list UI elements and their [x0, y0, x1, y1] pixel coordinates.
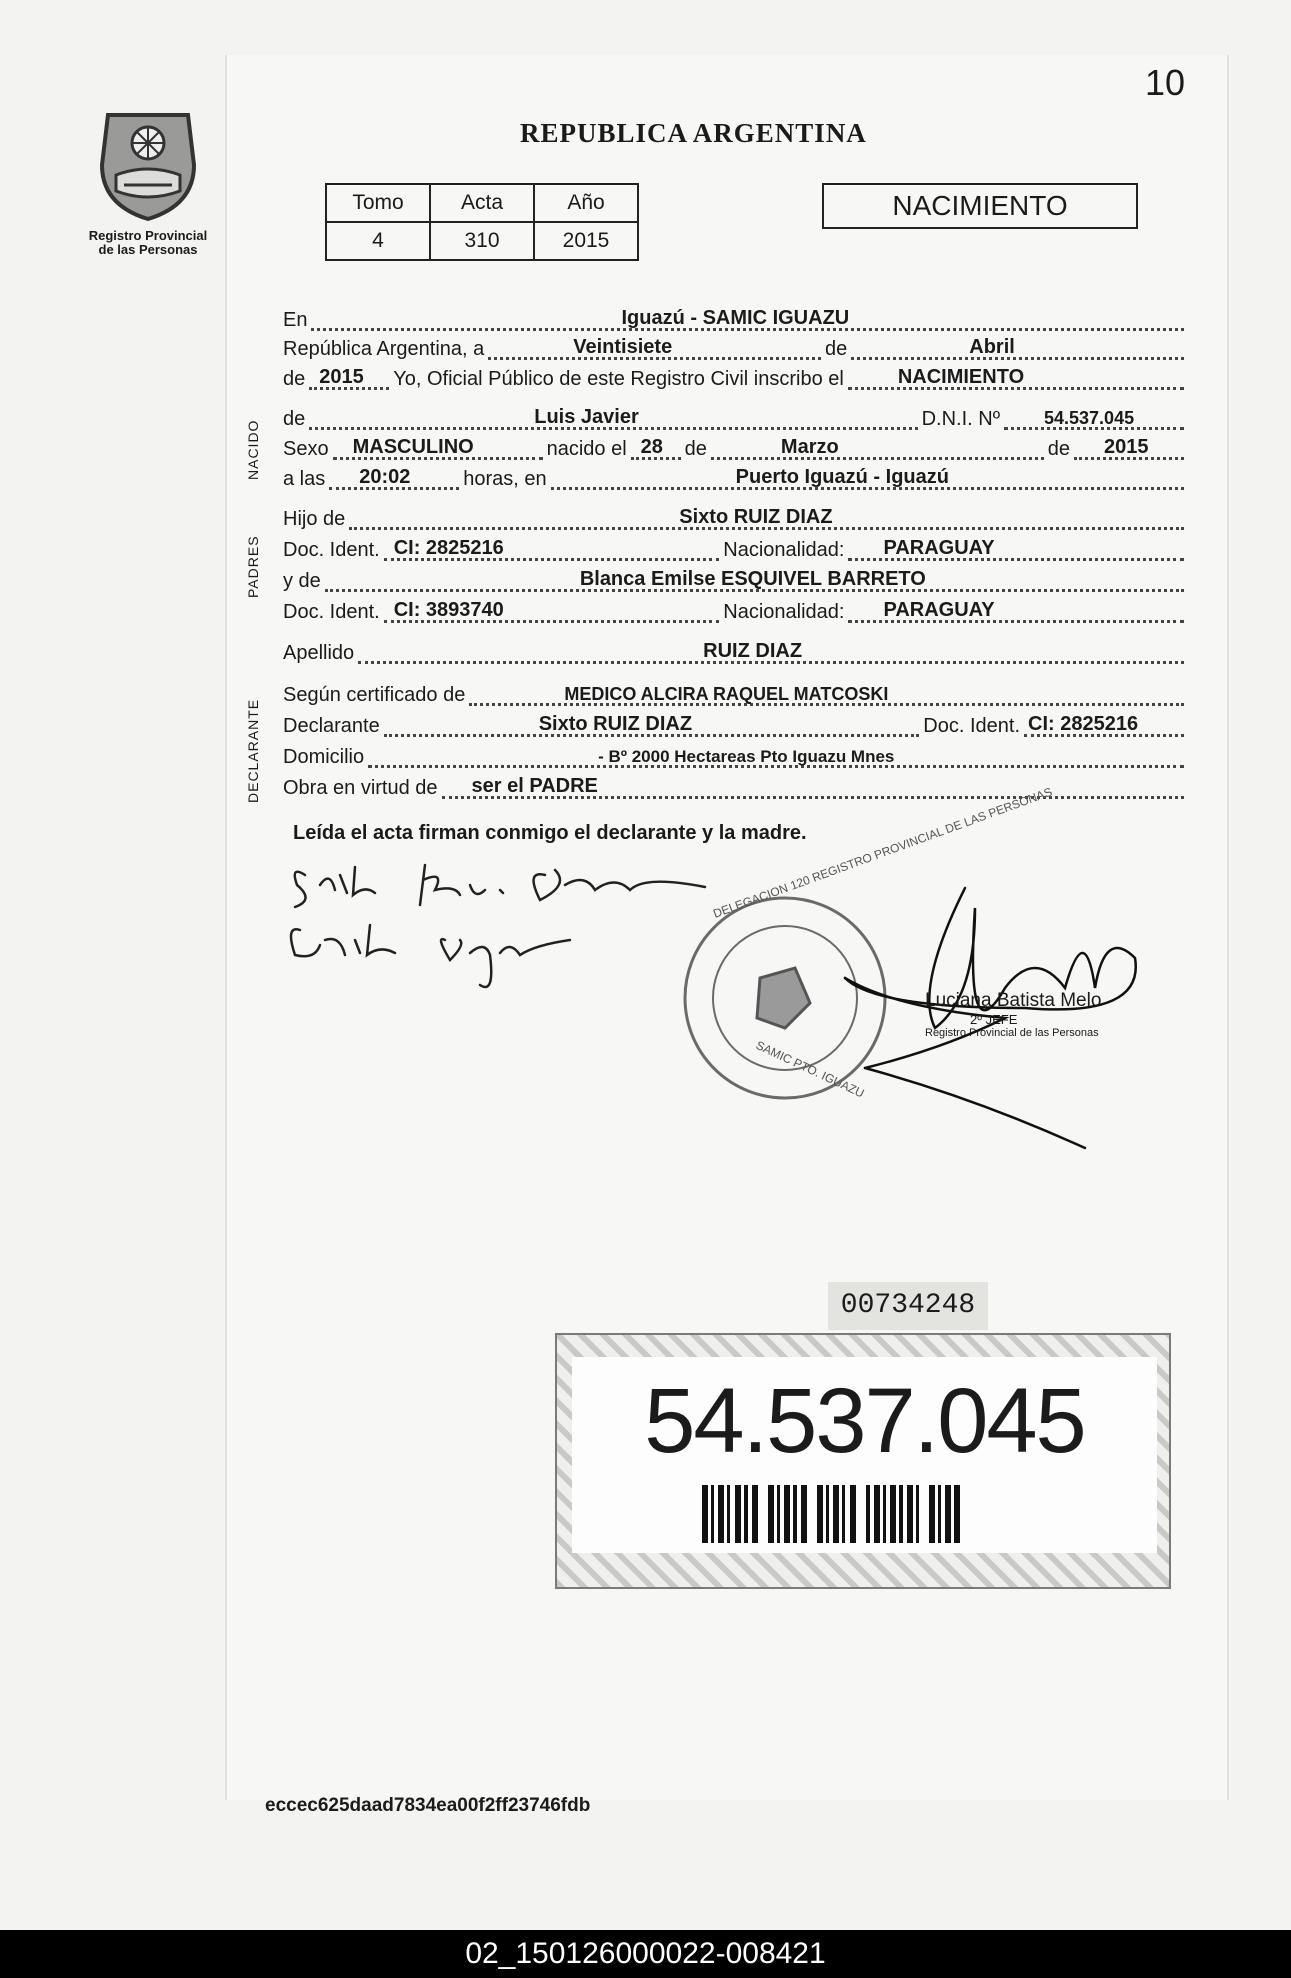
field-line-anio: [283, 364, 1188, 394]
field-label: Yo, Oficial Público de este Registro Civil inscribo el: [393, 368, 844, 390]
field-label: Declarante: [283, 715, 380, 737]
serial-number-label: 00734248: [828, 1282, 988, 1330]
field-line-obra: [283, 773, 1188, 803]
field-label: Obra en virtud de: [283, 777, 438, 799]
field-dots: [1074, 436, 1184, 460]
issuer-caption-line2: de las Personas: [98, 242, 198, 257]
handwritten-signatures: [285, 845, 725, 995]
field-label: Hijo de: [283, 508, 346, 530]
issuer-caption-line1: Registro Provincial: [88, 228, 208, 243]
field-dots: [488, 336, 821, 360]
field-label: y de: [283, 570, 321, 592]
declarant-signature-stroke: [420, 865, 503, 905]
stamp-inner-text: SAMIC PTO. IGUAZU: [753, 1038, 867, 1101]
field-dots: [309, 406, 917, 430]
field-dots: [1004, 408, 1184, 430]
field-line-padre-doc: [283, 535, 1188, 565]
field-dots: [711, 436, 1044, 460]
field-value-address: - Bº 2000 Hectareas Pto Iguazu Mnes: [598, 747, 895, 766]
closing-statement: Leída el acta firman conmigo el declarante y la madre.: [293, 822, 807, 844]
field-label: de: [283, 368, 306, 390]
side-label-padres: PADRES: [245, 535, 261, 598]
field-line-padre: [283, 504, 1188, 534]
field-dots: [329, 466, 459, 490]
field-label: Doc. Ident.: [283, 601, 380, 623]
field-label: Nacionalidad:: [723, 601, 845, 623]
field-label: de: [684, 438, 707, 460]
field-value: Iguazú - SAMIC IGUAZU: [621, 307, 850, 329]
field-label: nacido el: [546, 438, 627, 460]
field-value-declarant: Sixto RUIZ DIAZ: [538, 713, 693, 735]
field-value-father: Sixto RUIZ DIAZ: [679, 506, 833, 528]
field-dots: [1024, 713, 1184, 737]
field-value-dni: 54.537.045: [1044, 408, 1135, 428]
declarant-signature-stroke: [295, 867, 375, 907]
registry-value-anio: 2015: [534, 222, 638, 260]
signer-name: Luciana Batista Melo: [925, 990, 1102, 1011]
field-dots: [333, 436, 543, 460]
signer-role: 2º JEFE: [970, 1012, 1018, 1027]
file-id-bar: 02_150126000022-008421: [0, 1930, 1291, 1978]
field-label: República Argentina, a: [283, 338, 485, 360]
field-dots: [848, 537, 1184, 561]
field-label: Doc. Ident.: [283, 539, 380, 561]
field-line-sexo: [283, 434, 1188, 464]
field-label: Nacionalidad:: [723, 539, 845, 561]
field-value-mother-nationality: PARAGUAY: [883, 599, 995, 621]
field-label: Doc. Ident.: [923, 715, 1020, 737]
field-line-apellido: [283, 638, 1188, 668]
field-value-sex: MASCULINO: [352, 436, 474, 458]
field-dots: [368, 747, 1184, 768]
field-value-mother-doc: CI: 3893740: [393, 599, 504, 621]
registry-header-row: [326, 184, 638, 222]
registry-value-acta: 310: [430, 222, 534, 260]
mother-signature-stroke: [441, 939, 570, 987]
field-label: En: [283, 309, 308, 331]
field-value-birth-month: Marzo: [780, 436, 839, 458]
field-line-hora: [283, 464, 1188, 494]
field-value-birth-year: 2015: [1104, 436, 1149, 458]
field-dots: [442, 775, 1184, 799]
side-label-declarante: DECLARANTE: [245, 698, 261, 803]
field-line-declarante: [283, 711, 1188, 741]
field-label: a las: [283, 468, 326, 490]
field-line-en: [283, 305, 1188, 335]
field-dots: [384, 537, 720, 561]
field-dots: [325, 568, 1184, 592]
dni-sticker: [555, 1333, 1171, 1589]
registry-header-anio: Año: [534, 184, 638, 222]
field-line-certificado: [283, 680, 1188, 710]
field-value-father-doc: CI: 2825216: [393, 537, 504, 559]
field-label: D.N.I. Nº: [921, 408, 1000, 430]
field-value-year: 2015: [319, 366, 364, 388]
issuer-logo: [68, 105, 228, 257]
field-value-birth-day: 28: [640, 436, 663, 458]
field-dots: [311, 307, 1184, 331]
field-dots: [469, 684, 1184, 706]
field-dots: [551, 466, 1184, 490]
field-dots: [384, 599, 720, 623]
field-line-republica: [283, 334, 1188, 364]
document-title: REPUBLICA ARGENTINA: [520, 118, 867, 148]
field-label: Sexo: [283, 438, 329, 460]
dni-sticker-label: [572, 1357, 1157, 1553]
province-emblem-icon: [94, 105, 202, 223]
field-value-month: Abril: [969, 336, 1015, 358]
field-line-madre: [283, 566, 1188, 596]
registry-value-tomo: 4: [326, 222, 430, 260]
registry-header-acta: Acta: [430, 184, 534, 222]
act-type-box: NACIMIENTO: [822, 183, 1138, 229]
field-label: Domicilio: [283, 746, 365, 768]
field-label: horas, en: [463, 468, 547, 490]
field-dots: [851, 336, 1184, 360]
signer-block: [925, 990, 1101, 1039]
field-value-father-nationality: PARAGUAY: [883, 537, 995, 559]
field-line-madre-doc: [283, 597, 1188, 627]
field-value-mother: Blanca Emilse ESQUIVEL BARRETO: [579, 568, 926, 590]
field-value-reason: ser el PADRE: [471, 775, 598, 797]
field-value-time: 20:02: [359, 466, 411, 488]
field-value-surname: RUIZ DIAZ: [703, 640, 803, 662]
field-value-name: Luis Javier: [534, 406, 639, 428]
registry-header-tomo: Tomo: [326, 184, 430, 222]
field-dots: [384, 713, 920, 737]
field-dots: [358, 640, 1184, 664]
field-dots: [631, 436, 681, 460]
document-hash: eccec625daad7834ea00f2ff23746fdb: [265, 1795, 591, 1816]
field-value-place: Puerto Iguazú - Iguazú: [735, 466, 949, 488]
dni-sticker-number: 54.537.045: [644, 1370, 1085, 1472]
barcode-icon: [702, 1485, 1042, 1543]
field-value-certificate: MEDICO ALCIRA RAQUEL MATCOSKI: [564, 684, 889, 704]
registry-table: [325, 183, 639, 261]
field-dots: [848, 366, 1184, 390]
mother-signature-stroke: [291, 925, 395, 956]
field-label: de: [1047, 438, 1070, 460]
field-value-declarant-doc: CI: 2825216: [1028, 713, 1139, 735]
field-dots: [309, 366, 389, 390]
stamp-outer-text: DELEGACION 120 REGISTRO PROVINCIAL DE LAS PERSONAS: [711, 784, 1055, 921]
field-label: de: [825, 338, 848, 360]
signer-office: Registro Provincial de las Personas: [925, 1027, 1099, 1039]
field-dots: [349, 506, 1184, 530]
side-label-nacido: NACIDO: [245, 419, 261, 480]
field-label: Según certificado de: [283, 684, 466, 706]
field-line-nombre: [283, 404, 1188, 434]
issuer-caption: [68, 229, 228, 257]
page-number: 10: [1145, 62, 1186, 103]
field-label: Apellido: [283, 642, 355, 664]
field-value-day: Veintisiete: [573, 336, 673, 358]
field-value-event: NACIMIENTO: [897, 366, 1025, 388]
field-dots: [848, 599, 1184, 623]
field-label: de: [283, 408, 306, 430]
field-line-domicilio: [283, 742, 1188, 772]
registry-value-row: [326, 222, 638, 260]
